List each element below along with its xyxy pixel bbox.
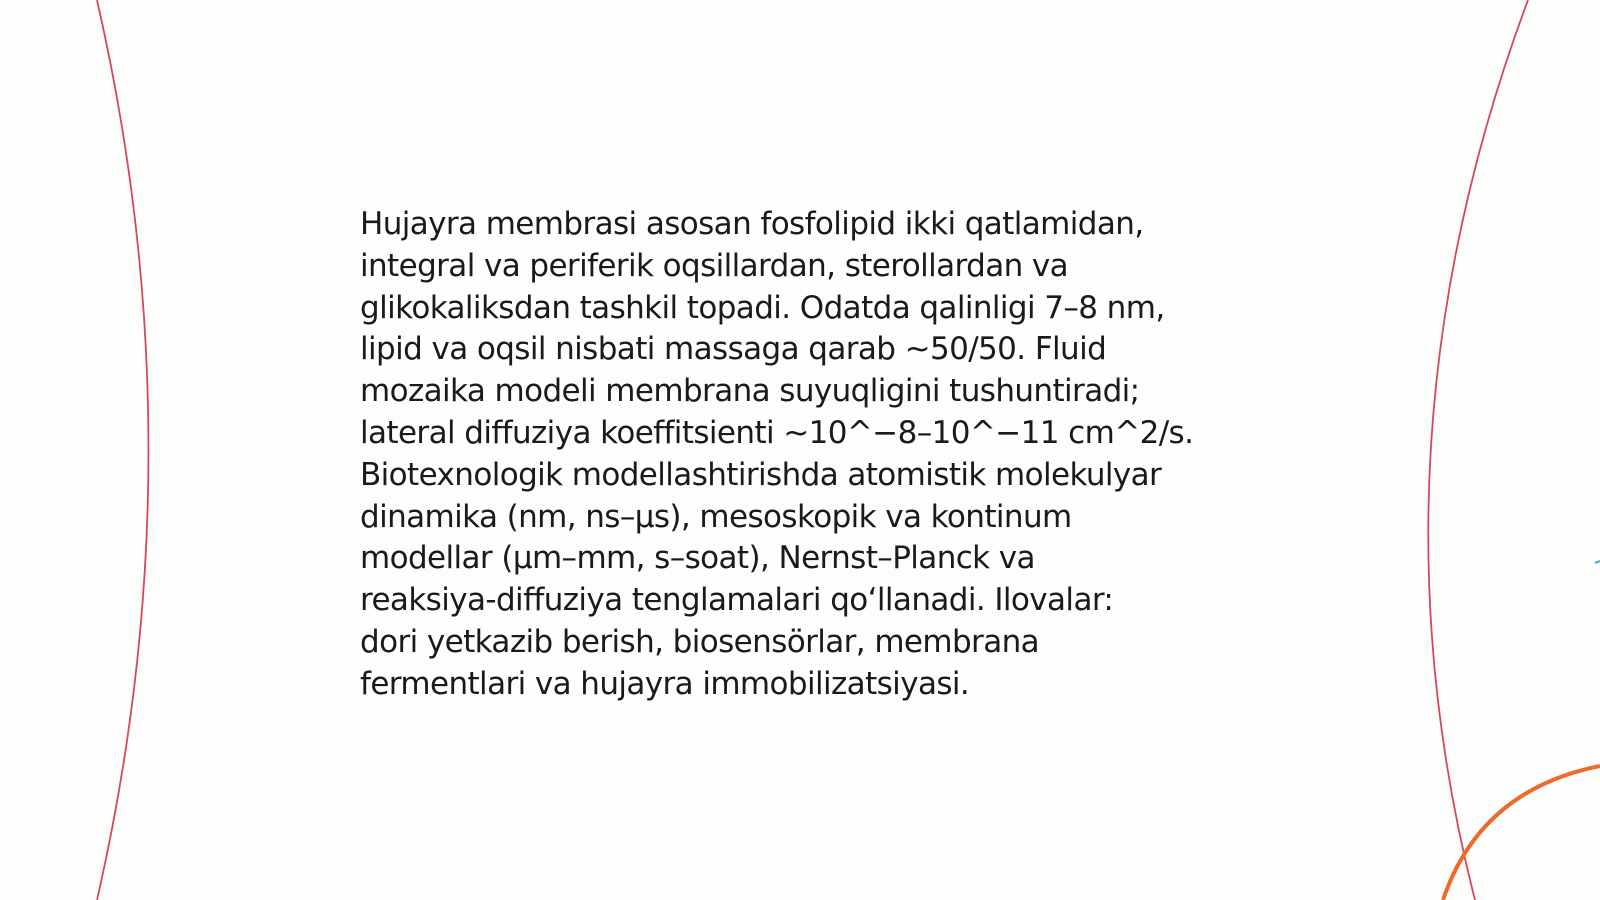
body-line-1: Hujayra membrasi asosan fosfolipid ikki qatlamidan, — [360, 206, 1144, 242]
body-line-3: glikokaliksdan tashkil topadi. Odatda qalinligi 7–8 nm, — [360, 289, 1165, 326]
body-line-9: modellar (µm–mm, s–soat), Nernst–Planck va — [360, 540, 1035, 577]
body-line-11: dori yetkazib berish, biosensörlar, membrana — [360, 623, 1040, 660]
body-line-2: integral va periferik oqsillardan, sterollardan va — [360, 247, 1069, 284]
slide-body-text — [360, 204, 1260, 706]
body-line-10: reaksiya-diffuziya tenglamalari qo‘llanadi. Ilovalar: — [360, 582, 1114, 619]
body-line-6: lateral diffuziya koeffitsienti ~10^−8–10^−11 cm^2/s. — [360, 414, 1194, 451]
body-line-4: lipid va oqsil nisbati massaga qarab ~50/50. Fluid — [360, 331, 1107, 368]
left-arc-line — [97, 0, 149, 900]
body-line-12: fermentlari va hujayra immobilizatsiyasi. — [360, 665, 970, 702]
corner-orange-arc — [1443, 766, 1600, 900]
body-line-7: Biotexnologik modellashtirishda atomistik molekulyar — [360, 456, 1162, 493]
body-line-5: mozaika modeli membrana suyuqligini tushuntiradi; — [360, 373, 1140, 410]
accent-tick-mark — [1595, 561, 1600, 563]
right-arc-line — [1428, 0, 1528, 900]
body-line-8: dinamika (nm, ns–µs), mesoskopik va kontinum — [360, 498, 1072, 535]
